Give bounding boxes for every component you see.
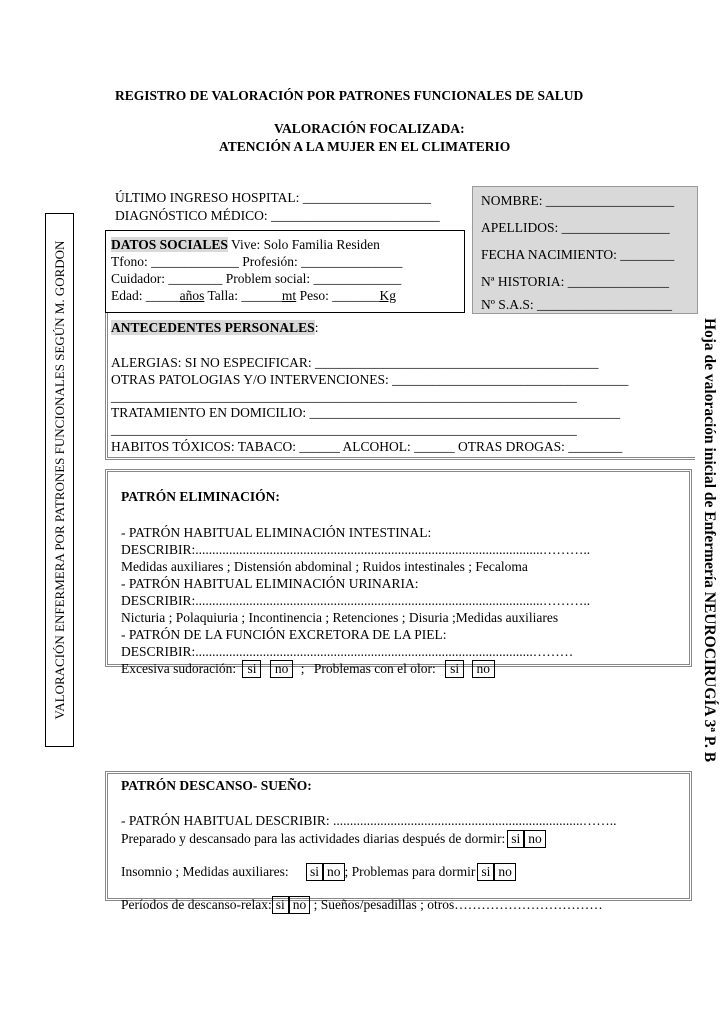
edad-unit: años xyxy=(179,288,205,303)
habitos-toxicos-field[interactable]: HABITOS TÓXICOS: TABACO: ______ ALCOHOL: ______ OTRAS DROGAS: ________ xyxy=(111,439,623,454)
preparado-no-checkbox[interactable]: no xyxy=(524,830,546,848)
periodos-si-checkbox[interactable]: si xyxy=(272,896,289,914)
descanso-sueno-heading: PATRÓN DESCANSO- SUEÑO: xyxy=(121,778,312,793)
eliminacion-intestinal-options[interactable]: Medidas auxiliares ; Distensión abdominal ; Ruidos intestinales ; Fecaloma xyxy=(121,559,528,574)
eliminacion-urinaria-describir[interactable]: DESCRIBIR:.......................................................................................................……….. xyxy=(121,593,591,608)
antecedentes-heading-line xyxy=(111,320,318,336)
talla-field[interactable]: Talla: ______ xyxy=(204,288,282,303)
sudoracion-no-checkbox[interactable]: no xyxy=(270,660,294,678)
vive-options[interactable]: Vive: Solo Familia Residen xyxy=(227,237,380,252)
datos-sociales-heading: DATOS SOCIALES xyxy=(111,237,228,252)
periodos-label: Períodos de descanso-relax: xyxy=(121,897,272,912)
form-title: REGISTRO DE VALORACIÓN POR PATRONES FUNCIONALES DE SALUD xyxy=(115,88,584,103)
suenos-otros-options[interactable]: ; Sueños/pesadillas ; otros…………………………… xyxy=(310,897,603,912)
historia-field[interactable]: Nª HISTORIA: _______________ xyxy=(481,274,669,289)
edad-talla-peso-field[interactable] xyxy=(111,288,396,304)
eliminacion-urinaria-options[interactable]: Nicturia ; Polaquiuria ; Incontinencia ; Retenciones ; Disuria ;Medidas auxiliares xyxy=(121,610,559,625)
peso-unit: Kg xyxy=(379,288,396,303)
left-side-label-box xyxy=(45,213,74,747)
excretora-piel-label: - PATRÓN DE LA FUNCIÓN EXCRETORA DE LA PIEL: xyxy=(121,627,447,642)
olor-si-checkbox[interactable]: si xyxy=(445,660,464,678)
right-side-label-box xyxy=(694,300,724,780)
eliminacion-heading: PATRÓN ELIMINACIÓN: xyxy=(121,489,280,504)
medidas-no-checkbox[interactable]: no xyxy=(323,863,345,881)
olor-no-checkbox[interactable]: no xyxy=(472,660,496,678)
talla-unit: mt xyxy=(281,288,297,303)
problemas-dormir-label: Problemas para dormir xyxy=(351,864,476,879)
edad-field[interactable]: Edad: _____ xyxy=(111,288,180,303)
separator: ; xyxy=(300,661,305,676)
right-side-label: Hoja de valoración inicial de Enfermería NEUROCIRUGÍA 3ª P. B xyxy=(701,317,718,763)
sueno-habitual-describir[interactable]: - PATRÓN HABITUAL DESCRIBIR: ..........................................................................…….. xyxy=(121,813,617,828)
datos-sociales-line xyxy=(111,237,380,253)
cuidador-field[interactable]: Cuidador: ________ Problem social: _____________ xyxy=(111,271,402,286)
periodos-no-checkbox[interactable]: no xyxy=(289,896,311,914)
tfono-profesion-field[interactable]: Tfono: _____________ Profesión: _______________ xyxy=(111,254,403,269)
sudoracion-si-checkbox[interactable]: si xyxy=(242,660,261,678)
insomnio-line xyxy=(121,863,516,881)
insomnio-options[interactable]: Insomnio ; Medidas auxiliares: xyxy=(121,864,289,879)
preparado-line xyxy=(121,830,546,848)
eliminacion-intestinal-describir[interactable]: DESCRIBIR:.......................................................................................................……….. xyxy=(121,542,591,557)
problemas-si-checkbox[interactable]: si xyxy=(477,863,494,881)
ultimo-ingreso-field[interactable]: ÚLTIMO INGRESO HOSPITAL: ___________________ xyxy=(115,190,432,205)
nombre-field[interactable]: NOMBRE: ___________________ xyxy=(481,193,675,208)
separator: ; xyxy=(344,864,349,879)
form-subtitle: VALORACIÓN FOCALIZADA: xyxy=(274,121,465,136)
patient-id-box xyxy=(472,186,698,314)
fecha-nacimiento-field[interactable]: FECHA NACIMIENTO: ________ xyxy=(481,247,675,262)
medidas-si-checkbox[interactable]: si xyxy=(306,863,323,881)
tratamiento-blank[interactable]: _____________________________________________________________________ xyxy=(111,422,577,437)
left-side-label: VALORACIÓN ENFERMERA POR PATRONES FUNCIONALES SEGÚN M. GORDON xyxy=(51,240,67,720)
olor-label: Problemas con el olor: xyxy=(313,661,436,676)
sudoracion-line xyxy=(121,660,495,678)
problemas-no-checkbox[interactable]: no xyxy=(494,863,516,881)
preparado-label: Preparado y descansado para las actividades diarias después de dormir: xyxy=(121,831,506,846)
apellidos-field[interactable]: APELLIDOS: ________________ xyxy=(481,220,670,235)
form-subtitle-2: ATENCIÓN A LA MUJER EN EL CLIMATERIO xyxy=(219,139,511,154)
sas-field[interactable]: Nº S.A.S: ____________________ xyxy=(481,297,672,312)
sudoracion-label: Excesiva sudoración: xyxy=(121,661,237,676)
otras-patologias-blank[interactable]: _____________________________________________________________________ xyxy=(111,389,577,404)
periodos-line xyxy=(121,896,603,914)
eliminacion-intestinal-label: - PATRÓN HABITUAL ELIMINACIÓN INTESTINAL: xyxy=(121,525,432,540)
eliminacion-urinaria-label: - PATRÓN HABITUAL ELIMINACIÓN URINARIA: xyxy=(121,576,419,591)
antecedentes-colon: : xyxy=(314,320,319,335)
tratamiento-field[interactable]: TRATAMIENTO EN DOMICILIO: ______________________________________________ xyxy=(111,405,621,420)
excretora-piel-describir[interactable]: DESCRIBIR:....................................................................................................……… xyxy=(121,644,574,659)
antecedentes-heading: ANTECEDENTES PERSONALES xyxy=(111,320,315,335)
diagnostico-field[interactable]: DIAGNÓSTICO MÉDICO: _________________________ xyxy=(115,208,440,223)
preparado-si-checkbox[interactable]: si xyxy=(507,830,524,848)
alergias-field[interactable]: ALERGIAS: SI NO ESPECIFICAR: __________________________________________ xyxy=(111,355,599,370)
otras-patologias-field[interactable]: OTRAS PATOLOGIAS Y/O INTERVENCIONES: ___________________________________ xyxy=(111,372,629,387)
peso-field[interactable]: Peso: _______ xyxy=(296,288,380,303)
